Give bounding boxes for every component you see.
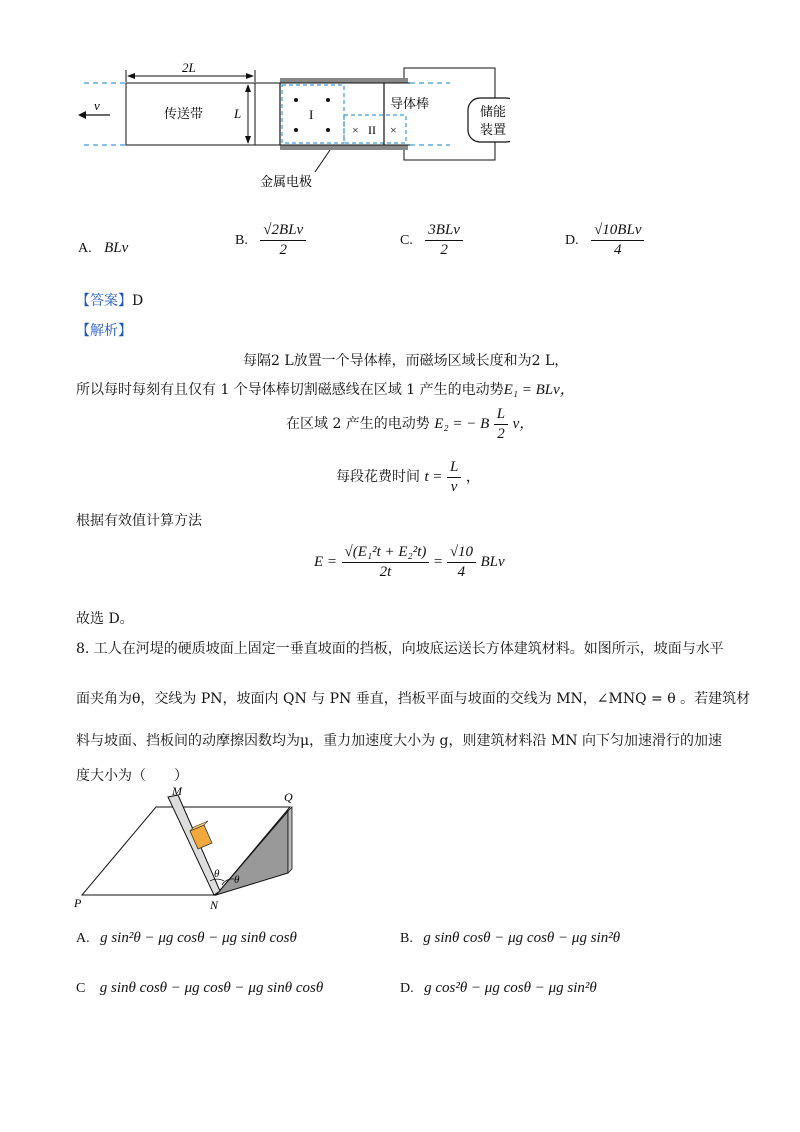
electrode-label: 金属电极 — [260, 175, 313, 190]
fraction-numerator: √(E₁²t + E₂²t) — [342, 544, 430, 563]
dimension-L: L — [234, 106, 242, 121]
label-P: P — [74, 896, 82, 910]
option-letter: D. — [565, 233, 579, 248]
label-M: M — [172, 785, 182, 798]
q7-option-D — [565, 222, 644, 258]
storage-label-2: 装置 — [480, 123, 507, 138]
label-theta-1: θ — [214, 868, 220, 880]
q7-option-B — [235, 222, 306, 258]
analysis-line-1: 每隔2 L放置一个导体棒，而磁场区域长度和为2 L， — [243, 353, 569, 369]
fraction-denominator: v — [450, 478, 458, 495]
region-I-label: I — [309, 107, 314, 122]
figure-slope-baffle — [70, 785, 310, 915]
fraction-numerator: √10 — [447, 544, 476, 563]
option-letter: B. — [400, 931, 413, 946]
analysis-line-4 — [336, 459, 481, 495]
option-letter: A. — [76, 931, 90, 946]
q8-option-D — [400, 980, 597, 997]
analysis-math: ， — [465, 469, 481, 485]
q7-option-C — [400, 222, 463, 258]
option-denominator: 2 — [279, 241, 287, 258]
equation-tail: BLv — [480, 554, 505, 570]
analysis-text: 每段花费时间 — [336, 469, 420, 485]
svg-text:×: × — [390, 123, 397, 137]
equals-sign: = — [433, 554, 443, 570]
equation-lhs: E = — [314, 554, 338, 570]
option-expr: g sinθ cosθ − μg cosθ − μg sin²θ — [423, 930, 621, 946]
q8-option-B — [400, 930, 620, 947]
q8-line-2: 面夹角为θ，交线为 PN，坡面内 QN 与 PN 垂直，挡板平面与坡面的交线为 MN，∠MNQ = θ 。若建筑材 — [76, 691, 751, 707]
q8-option-C — [76, 980, 323, 997]
fraction-numerator: L — [494, 406, 508, 425]
rms-equation — [314, 544, 505, 580]
fraction-denominator: 2t — [379, 563, 392, 580]
analysis-line-2 — [76, 378, 575, 399]
fraction-denominator: 2 — [497, 425, 505, 442]
conclusion: 故选 D。 — [76, 611, 134, 627]
option-letter: C. — [400, 233, 413, 248]
velocity-label: v — [94, 98, 100, 113]
option-numerator: √2BLv — [260, 222, 306, 241]
q8-option-A — [76, 930, 297, 947]
option-expr: g sinθ cosθ − μg cosθ − μg sinθ cosθ — [99, 980, 324, 996]
svg-text:×: × — [352, 123, 359, 137]
belt-label: 传送带 — [164, 107, 204, 122]
q8-line-4: 度大小为（ ） — [76, 768, 188, 784]
analysis-math: E₁ = BLv， — [503, 382, 575, 398]
dimension-2L: 2L — [182, 60, 196, 75]
option-numerator: √10BLv — [591, 222, 644, 241]
metal-electrode-top — [280, 78, 408, 83]
analysis-label: 【解析】 — [76, 323, 132, 339]
label-Q: Q — [284, 790, 293, 804]
q7-option-A — [78, 240, 128, 257]
rod-label: 导体棒 — [390, 97, 430, 112]
option-numerator: 3BLv — [425, 222, 463, 241]
answer-value: D — [132, 293, 144, 309]
fraction-denominator: 4 — [457, 563, 466, 580]
label-N: N — [210, 898, 219, 912]
metal-electrode-bottom — [280, 145, 408, 150]
analysis-math: E₂ = − B — [434, 416, 490, 432]
option-denominator: 4 — [614, 241, 622, 258]
analysis-text: 所以每时每刻有且仅有 1 个导体棒切割磁感线在区域 1 产生的电动势 — [76, 382, 504, 398]
q8-line-1: 8. 工人在河堤的硬质坡面上固定一垂直坡面的挡板，向坡底运送长方体建筑材料。如图所示，坡面与水平 — [76, 641, 724, 657]
option-denominator: 2 — [440, 241, 448, 258]
label-theta-2: θ — [234, 874, 240, 886]
storage-label-1: 储能 — [480, 105, 507, 120]
option-letter: A. — [78, 241, 92, 256]
analysis-math: t = — [424, 469, 443, 485]
fraction-numerator: L — [447, 459, 461, 478]
q8-line-3: 料与坡面、挡板间的动摩擦因数均为μ，重力加速度大小为 g，则建筑材料沿 MN 向下匀加速滑行的加速 — [76, 733, 722, 749]
option-expr: g sin²θ − μg cosθ − μg sinθ cosθ — [100, 930, 297, 946]
option-letter: B. — [235, 233, 248, 248]
analysis-line-5: 根据有效值计算方法 — [76, 513, 202, 529]
region-II-label: II — [368, 123, 376, 137]
answer-label: 【答案】 — [76, 293, 132, 309]
answer-line — [76, 290, 143, 310]
analysis-text: 在区域 2 产生的电动势 — [286, 416, 430, 432]
option-expr: g cos²θ − μg cosθ − μg sin²θ — [424, 980, 597, 996]
analysis-line-3 — [286, 406, 534, 442]
analysis-math: v， — [512, 416, 535, 432]
figure-conveyor-circuit — [70, 60, 510, 190]
option-expr: BLv — [104, 240, 129, 256]
option-letter: D. — [400, 981, 414, 996]
option-letter: C — [76, 981, 86, 996]
